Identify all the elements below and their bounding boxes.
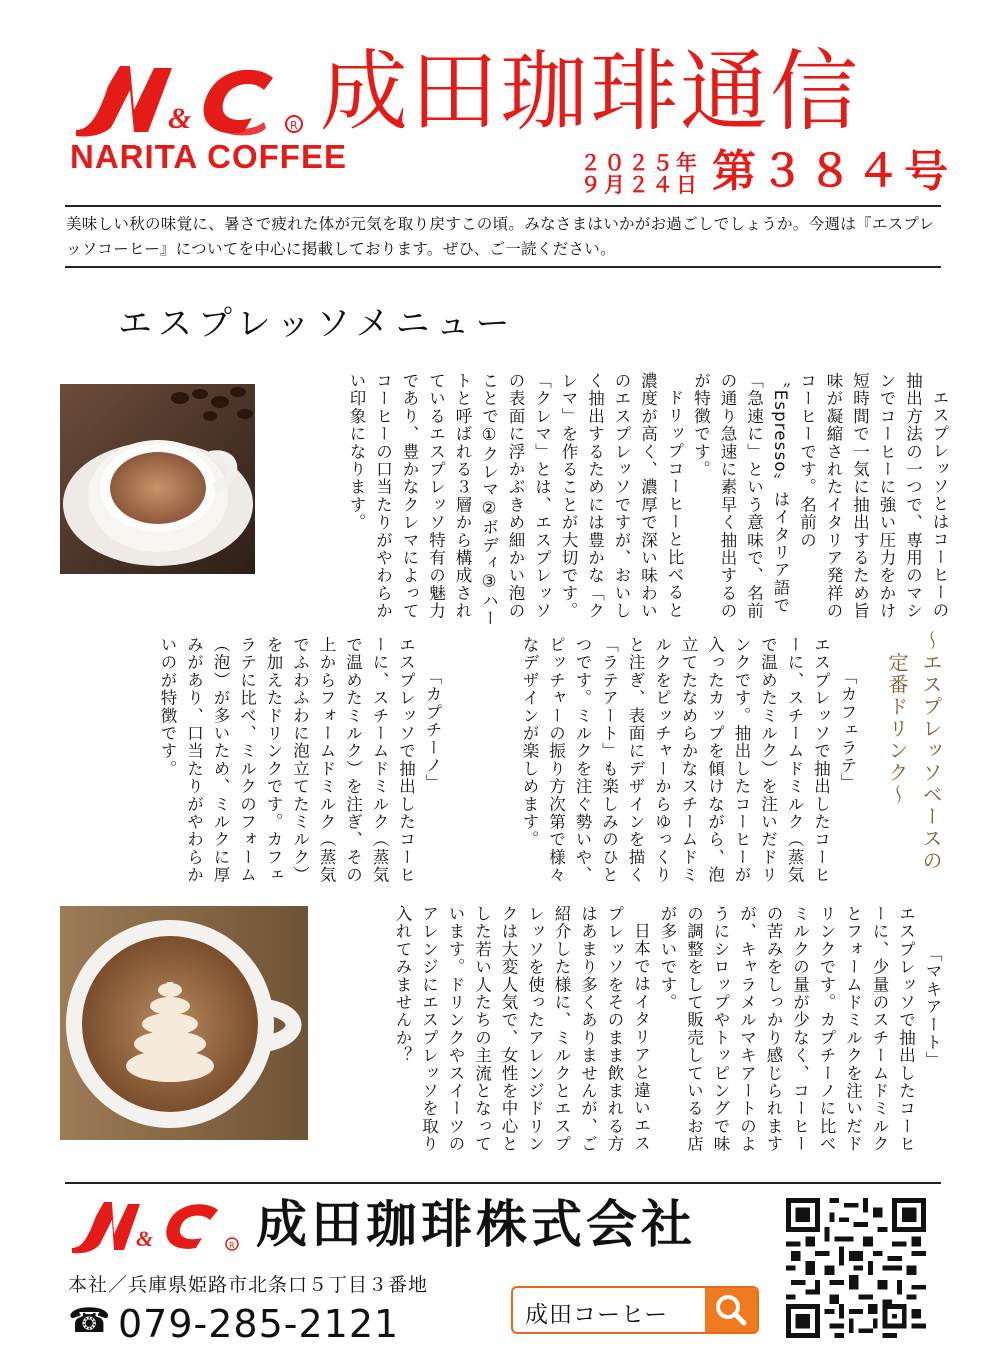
telephone-icon: ☎ [68,1301,111,1341]
latte-art-photo [60,906,308,1140]
brand-name-en: NARITA COFFEE [70,138,347,175]
issue-date: ２０２５年 ９月２４日 [580,151,700,197]
magnifier-icon [705,1288,757,1332]
cappuccino-article [90,636,445,891]
cafe-latte-article [455,636,860,891]
cappuccino-title: 「カプチーノ」 [423,668,442,792]
cafe-latte-title: 「カフェラテ」 [838,668,857,792]
macchiato-title: 「マキアート」 [923,945,942,1069]
phone-number[interactable]: 079-285-2121 [118,1302,400,1346]
nc-logo-footer [68,1198,243,1260]
latte-art-illustration [60,906,308,1140]
publication-title: 成田珈琲通信 [320,40,861,143]
macchiato-article [325,905,945,1165]
macchiato-paragraph-1: エスプレッソで抽出したコーヒーに、少量のスチームドミルクとフォームドミルクを注いだドリンクです。カプチーノに比べミルクの量が少なく、コーヒーの苦みをしっかり感じられますが、キャラメルマキアートのようにシロップやトッピングで味の調整をして販売しているお店が多いです。 [658,905,916,1153]
divider-footer [65,1182,941,1184]
company-name: 成田珈琲株式会社 [256,1196,697,1255]
espresso-article [262,372,952,628]
espresso-cup-photo [60,384,255,574]
qr-code[interactable] [786,1198,926,1338]
macchiato-paragraph-2: 日本ではイタリアと違いエスプレッソをそのまま飲まれる方はあまり多くありませんが、ご紹介した様に、ミルクとエスプレッソを使ったアレンジドリンクは大変人気で、女性を中心とした若い人たちの主流となっています。ドリンクやスイーツのアレンジにエスプレッソを取り入れてみませんか？ [393,905,651,1153]
svg-text:R: R [290,119,298,132]
svg-text:&: & [136,1226,154,1251]
intro-text: 美味しい秋の味覚に、暑さで疲れた体が元気を取り戻すこの頃。みなさまはいかがお過ごしでしょうか。今週は『エスプレッソコーヒー』についてを中心に掲載しております。ぜひ、ご一読ください。 [66,215,935,258]
company-address: 本社／兵庫県姫路市北条口５丁目３番地 [68,1274,429,1296]
drinks-subtitle-line-1: 〜エスプレッソベースの [919,630,943,872]
svg-text:&: & [168,102,192,135]
espresso-cup-illustration [60,384,255,574]
search-query-text: 成田コーヒー [525,1302,669,1328]
drinks-subtitle [872,630,948,880]
cappuccino-paragraph: エスプレッソで抽出したコーヒーに、スチームドミルク（蒸気で温めたミルク）を注ぎ、その上からフォームドミルク（蒸気でふわふわに泡立てたミルク）を加えたドリンクです。カフェラテに比べ、ミルクのフォーム（泡）が多いため、ミルクに厚みがあり、口当たりがやわらかいのが特徴です。 [158,636,416,884]
cafe-latte-paragraph: エスプレッソで抽出したコーヒーに、スチームドミルク（蒸気で温めたミルク）を注いだドリンクです。抽出したコーヒーが入ったカップを傾けながら、泡立てたなめらかなスチームドミルクをピッチャーからゆっくりと注ぎ、表面にデザインを描く「ラテアート」も楽しみのひとつです。ミルクを注ぐ勢いや、ピッチャーの振り方次第で様々なデザインが楽しめます。 [520,636,831,884]
section-heading: エスプレッソメニュー [118,304,516,344]
svg-text:R: R [229,1241,235,1250]
search-box[interactable] [511,1286,759,1334]
espresso-paragraph-2: ドリップコーヒーと比べると濃度が高く、濃厚で深い味わいのエスプレッソですが、おいしく抽出するためには豊かな「クレマ」を作ることが大切です。「クレマ」とは、エスプレッソの表面に浮かぶきめ細かい泡のことで①クレマ②ボディ③ハートと呼ばれる３層から構成されているエスプレッソ特有の魅力であり、豊かなクレマによってコーヒーの口当たりがやわらかい印象になります。 [347,372,684,628]
divider-intro [65,266,941,268]
divider-top [65,205,941,207]
search-button[interactable] [705,1288,757,1332]
espresso-paragraph-1: エスプレッソとはコーヒーの抽出方法の一つで、専用のマシンでコーヒーに強い圧力をかけ短時間で一気に抽出するため旨味が凝縮されたイタリア発祥のコーヒーです。名前の〝Espresso〟はイタリア語で「急速に」という意味で、名前の通り急速に素早く抽出するのが特徴です。 [691,372,949,620]
issue-number: 第３８４号 [712,146,952,197]
drinks-subtitle-line-2: 定番ドリンク〜 [885,652,909,806]
